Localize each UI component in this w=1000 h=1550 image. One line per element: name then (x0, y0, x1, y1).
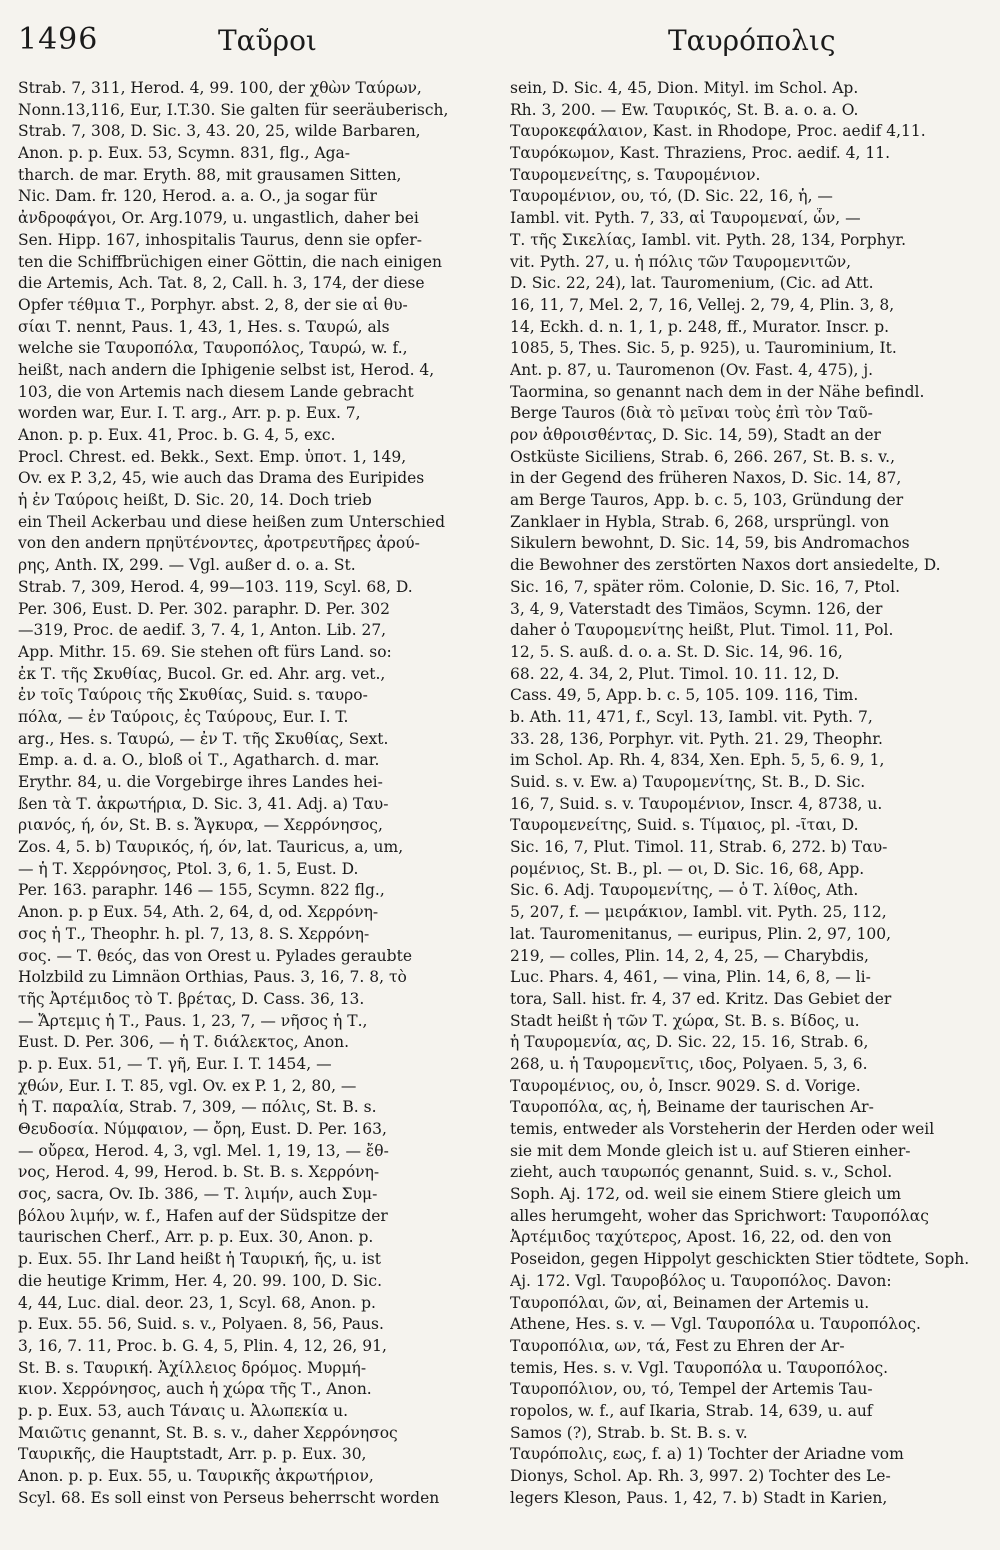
text-line: 33. 28, 136, Porphyr. vit. Pyth. 21. 29, Theophr. (510, 729, 883, 748)
text-line: Ταυροπόλιον, ου, τό, Tempel der Artemis Tau- (510, 1380, 873, 1399)
text-line: Ταυροπόλα, ας, ἡ, Beiname der taurischen Ar- (510, 1098, 874, 1117)
text-line: Zanklaer in Hybla, Strab. 6, 268, ursprüngl. von (510, 512, 890, 531)
text-line: welche sie Ταυροπόλα, Ταυροπόλος, Ταυρώ, w. f., (18, 339, 408, 358)
text-line: Anon. p. p Eux. 54, Ath. 2, 64, d, od. Χερρόνη- (18, 903, 379, 922)
text-line: τῆς Ἀρτέμιδος τὸ Τ. βρέτας, D. Cass. 36, 13. (18, 989, 365, 1008)
text-line: σος. — Τ. θεός, das von Orest u. Pylades geraubte (18, 946, 412, 965)
text-line: Aj. 172. Vgl. Ταυροβόλος u. Ταυροπόλος. Davon: (510, 1271, 892, 1290)
text-line: Ταυρομενείτης, Suid. s. Τίμαιος, pl. -ῖται, D. (510, 816, 859, 835)
text-line: ropolos, w. f., auf Ikaria, Strab. 14, 639, u. auf (510, 1401, 873, 1420)
text-line: ἡ ἐν Ταύροις heißt, D. Sic. 20, 14. Doch trieb (18, 491, 372, 510)
text-line: Holzbild zu Limnäon Orthias, Paus. 3, 16, 7. 8, τὸ (18, 968, 407, 987)
text-line: Ταυροκεφάλαιον, Kast. in Rhodope, Proc. aedif 4,11. (510, 122, 926, 141)
text-line: daher ὁ Ταυρομενίτης heißt, Plut. Timol. 11, Pol. (510, 621, 894, 640)
text-line: Rh. 3, 200. — Ew. Ταυρικός, St. B. a. o. a. O. (510, 100, 859, 119)
text-line: Opfer τέθμια Τ., Porphyr. abst. 2, 8, der sie αἱ θυ- (18, 295, 408, 314)
text-line: Ov. ex P. 3,2, 45, wie auch das Drama des Euripides (18, 469, 425, 488)
text-line: Sic. 6. Adj. Ταυρομενίτης, — ὁ Τ. λίθος, Ath. (510, 881, 859, 900)
text-line: Zos. 4, 5. b) Ταυρικός, ή, όν, lat. Tauricus, a, um, (18, 838, 404, 857)
text-line: βόλου λιμήν, w. f., Hafen auf der Südspitze der (18, 1206, 388, 1225)
text-line: Taormina, so genannt nach dem in der Nähe befindl. (510, 382, 925, 401)
text-line: Anon. p. p. Eux. 55, u. Ταυρικῆς ἀκρωτήριον, (18, 1467, 374, 1485)
text-line: Sen. Hipp. 167, inhospitalis Taurus, denn sie opfer- (18, 230, 422, 249)
text-line: Luc. Phars. 4, 461, — vina, Plin. 14, 6, 8, — li- (510, 968, 871, 987)
text-line: ßen τὰ Τ. ἀκρωτήρια, D. Sic. 3, 41. Adj. a) Ταυ- (18, 794, 389, 813)
text-line: 68. 22, 4. 34, 2, Plut. Timol. 10. 11. 12, D. (510, 664, 840, 683)
text-line: Ταυρόκωμον, Kast. Thraziens, Proc. aedif. 4, 11. (510, 144, 890, 163)
text-line: Sic. 16, 7, später röm. Colonie, D. Sic. 16, 7, Ptol. (510, 577, 901, 596)
text-line: ἡ Τ. παραλία, Strab. 7, 309, — πόλις, St. B. s. (18, 1098, 377, 1117)
text-line: Emp. a. d. a. O., bloß οἱ Τ., Agatharch. d. mar. (18, 751, 380, 770)
text-line: Strab. 7, 309, Herod. 4, 99—103. 119, Scyl. 68, D. (18, 577, 413, 596)
text-line: Anon. p. p. Eux. 53, Scymn. 831, flg., Aga- (18, 144, 351, 163)
text-line: ἐκ Τ. τῆς Σκυθίας, Bucol. Gr. ed. Ahr. arg. vet., (18, 664, 386, 683)
text-line: im Schol. Ap. Rh. 4, 834, Xen. Eph. 5, 5, 6. 9, 1, (510, 751, 885, 770)
text-line: Ταυρικῆς, die Hauptstadt, Arr. p. p. Eux. 30, (18, 1445, 367, 1464)
text-line: p. Eux. 55. Ihr Land heißt ἡ Ταυρική, ῆς, u. ist (18, 1250, 381, 1269)
text-line: zieht, auch ταυρωπός genannt, Suid. s. v., Schol. (510, 1163, 893, 1182)
text-line: Ταυρομένιος, ου, ὁ, Inscr. 9029. S. d. Vorige. (510, 1076, 861, 1095)
text-line: temis, entweder als Vorsteherin der Herden oder weil (510, 1120, 935, 1138)
text-line: in der Gegend des früheren Naxos, D. Sic. 14, 87, (510, 469, 902, 488)
text-line: Per. 163. paraphr. 146 — 155, Scymn. 822 flg., (18, 881, 385, 900)
text-line: lat. Tauromenitanus, — euripus, Plin. 2, 97, 100, (510, 924, 892, 943)
right-running-head: Ταυρόπολις (668, 24, 836, 57)
text-line: sein, D. Sic. 4, 45, Dion. Mityl. im Schol. Ap. (510, 79, 859, 97)
text-line: 103, die von Artemis nach diesem Lande gebracht (18, 382, 414, 401)
text-line: 268, u. ἡ Ταυρομενῖτις, ιδος, Polyaen. 5, 3, 6. (510, 1054, 868, 1073)
text-line: ρον ἀθροισθέντας, D. Sic. 14, 59), Stadt an der (510, 426, 881, 444)
text-line: 1085, 5, Thes. Sic. 5, p. 925), u. Taurominium, It. (510, 339, 897, 358)
text-line: Ταυρόπολις, εως, f. a) 1) Tochter der Ariadne vom (510, 1445, 904, 1464)
text-line: Berge Tauros (διὰ τὸ μεῖναι τοὺς ἐπὶ τὸν Ταῦ- (510, 404, 873, 423)
text-line: heißt, nach andern die Iphigenie selbst ist, Herod. 4, (18, 360, 435, 379)
text-line: Dionys, Schol. Ap. Rh. 3, 997. 2) Tochter des Le- (510, 1467, 891, 1485)
text-line: Iambl. vit. Pyth. 7, 33, αἱ Ταυρομεναί, ὧν, — (510, 209, 861, 228)
text-line: App. Mithr. 15. 69. Sie stehen oft fürs Land. so: (18, 642, 392, 661)
text-line: ἡ Ταυρομενία, ας, D. Sic. 22, 15. 16, Strab. 6, (510, 1033, 869, 1052)
text-line: 16, 7, Suid. s. v. Ταυρομένιον, Inscr. 4, 8738, u. (510, 794, 883, 813)
text-line: Samos (?), Strab. b. St. B. s. v. (510, 1423, 748, 1442)
text-line: 219, — colles, Plin. 14, 2, 4, 25, — Charybdis, (510, 946, 869, 965)
text-line: — οὔρεα, Herod. 4, 3, vgl. Mel. 1, 19, 13, — ἔθ- (18, 1141, 389, 1160)
text-line: ein Theil Ackerbau und diese heißen zum Unterschied (18, 512, 446, 531)
left-column (18, 78, 486, 1540)
right-column (510, 78, 978, 1540)
text-line: Nonn.13,116, Eur, I.T.30. Sie galten für seeräuberisch, (18, 100, 449, 119)
text-line: tora, Sall. hist. fr. 4, 37 ed. Kritz. Das Gebiet der (510, 989, 892, 1008)
text-line: Per. 306, Eust. D. Per. 302. paraphr. D. Per. 302 (18, 599, 390, 618)
text-line: D. Sic. 22, 24), lat. Tauromenium, (Cic. ad Att. (510, 274, 874, 293)
text-line: Ταυροπόλαι, ῶν, αἱ, Beinamen der Artemis u. (510, 1293, 870, 1312)
text-line: p. Eux. 55. 56, Suid. s. v., Polyaen. 8, 56, Paus. (18, 1315, 384, 1334)
text-line: Cass. 49, 5, App. b. c. 5, 105. 109. 116, Tim. (510, 686, 859, 705)
text-line: Ostküste Siciliens, Strab. 6, 266. 267, St. B. s. v., (510, 447, 896, 466)
text-line: —319, Proc. de aedif. 3, 7. 4, 1, Anton. Lib. 27, (18, 621, 387, 640)
text-line: ἀνδροφάγοι, Or. Arg.1079, u. ungastlich, daher bei (18, 209, 419, 228)
text-line: Soph. Aj. 172, od. weil sie einem Stiere gleich um (510, 1185, 902, 1204)
text-line: sie mit dem Monde gleich ist u. auf Stieren einher- (510, 1141, 911, 1160)
text-line: Sic. 16, 7, Plut. Timol. 11, Strab. 6, 272. b) Ταυ- (510, 838, 888, 857)
text-line: Eust. D. Per. 306, — ἡ Τ. διάλεκτος, Anon. (18, 1033, 350, 1052)
text-line: 14, Eckh. d. n. 1, 1, p. 248, ff., Murator. Inscr. p. (510, 317, 890, 336)
text-line: Sikulern bewohnt, D. Sic. 14, 59, bis Andromachos (510, 534, 910, 553)
text-line: vit. Pyth. 27, u. ἡ πόλις τῶν Ταυρομενιτῶν, (510, 252, 852, 271)
text-line: Procl. Chrest. ed. Bekk., Sext. Emp. ὑποτ. 1, 149, (18, 447, 407, 466)
text-line: 12, 5. S. auß. d. o. a. St. D. Sic. 14, 96. 16, (510, 642, 843, 661)
text-line: die Bewohner des zerstörten Naxos dort ansiedelte, D. (510, 556, 941, 575)
text-line: Τ. τῆς Σικελίας, Iambl. vit. Pyth. 28, 134, Porphyr. (510, 230, 907, 249)
left-running-head: Ταῦροι (218, 24, 317, 57)
text-line: ten die Schiffbrüchigen einer Göttin, die nach einigen (18, 252, 443, 271)
page-header (0, 0, 1000, 70)
text-line: taurischen Cherf., Arr. p. p. Eux. 30, Anon. p. (18, 1228, 374, 1247)
page-number: 1496 (18, 22, 99, 57)
text-line: b. Ath. 11, 471, f., Scyl. 13, Iambl. vit. Pyth. 7, (510, 707, 873, 726)
text-line: Suid. s. v. Ew. a) Ταυρομενίτης, St. B., D. Sic. (510, 773, 866, 791)
text-line: 16, 11, 7, Mel. 2, 7, 16, Vellej. 2, 79, 4, Plin. 3, 8, (510, 295, 895, 314)
text-line: Ταυρομενείτης, s. Ταυρομένιον. (510, 165, 761, 184)
text-line: temis, Hes. s. v. Vgl. Ταυροπόλα u. Ταυροπόλος. (510, 1358, 889, 1377)
text-line: Ant. p. 87, u. Tauromenon (Ov. Fast. 4, 475), j. (510, 360, 874, 379)
text-line: χθών, Eur. I. T. 85, vgl. Ov. ex P. 1, 2, 80, — (18, 1076, 357, 1095)
text-line: 5, 207, f. — μειράκιον, Iambl. vit. Pyth. 25, 112, (510, 903, 887, 922)
text-line: Scyl. 68. Es soll einst von Perseus beherrscht worden (18, 1488, 440, 1507)
text-line: alles herumgeht, woher das Sprichwort: Ταυροπόλας (510, 1206, 929, 1225)
text-line: arg., Hes. s. Ταυρώ, — ἐν Τ. τῆς Σκυθίας, Sext. (18, 729, 389, 748)
text-line: σος, sacra, Ov. Ib. 386, — Τ. λιμήν, auch Συμ- (18, 1185, 378, 1204)
text-line: ριανός, ή, όν, St. B. s. Ἄγκυρα, — Χερρόνησος, (18, 816, 383, 835)
text-line: Anon. p. p. Eux. 41, Proc. b. G. 4, 5, exc. (18, 426, 336, 444)
text-line: Erythr. 84, u. die Vorgebirge ihres Landes hei- (18, 773, 383, 791)
text-line: 3, 4, 9, Vaterstadt des Timäos, Scymn. 126, der (510, 599, 883, 618)
text-line: Poseidon, gegen Hippolyt geschickten Stier tödtete, Soph. (510, 1250, 970, 1269)
text-line: πόλα, — ἐν Ταύροις, ἐς Ταύρους, Eur. I. T. (18, 707, 349, 726)
text-line: Athene, Hes. s. v. — Vgl. Ταυροπόλα u. Ταυροπόλος. (510, 1315, 921, 1334)
text-line: Ἀρτέμιδος ταχύτερος, Apost. 16, 22, od. den von (510, 1228, 892, 1247)
text-line: worden war, Eur. I. T. arg., Arr. p. p. Eux. 7, (18, 404, 361, 423)
text-line: Μαιῶτις genannt, St. B. s. v., daher Χερρόνησος (18, 1423, 398, 1442)
text-line: ρης, Anth. IX, 299. — Vgl. außer d. o. a. St. (18, 556, 356, 575)
text-line: am Berge Tauros, App. b. c. 5, 103, Gründung der (510, 491, 904, 510)
text-line: ἐν τοῖς Ταύροις τῆς Σκυθίας, Suid. s. ταυρο- (18, 686, 368, 705)
text-line: Ταυρομένιον, ου, τό, (D. Sic. 22, 16, ἡ, — (510, 187, 833, 206)
text-line: — Ἄρτεμις ἡ Τ., Paus. 1, 23, 7, — νῆσος ἡ Τ., (18, 1011, 368, 1030)
text-line: νος, Herod. 4, 99, Herod. b. St. B. s. Χερρόνη- (18, 1163, 380, 1182)
text-line: ρομένιος, St. B., pl. — οι, D. Sic. 16, 68, App. (510, 859, 865, 878)
text-line: von den andern πρηϋτένοντες, ἀροτρευτῆρες ἀρού- (18, 534, 420, 553)
text-line: Nic. Dam. fr. 120, Herod. a. a. O., ja sogar für (18, 187, 377, 206)
text-line: die Artemis, Ach. Tat. 8, 2, Call. h. 3, 174, der diese (18, 274, 425, 293)
text-line: tharch. de mar. Eryth. 88, mit grausamen Sitten, (18, 165, 402, 184)
text-line: κιον. Χερρόνησος, auch ἡ χώρα τῆς Τ., Anon. (18, 1380, 372, 1399)
text-line: Strab. 7, 311, Herod. 4, 99. 100, der χθὼν Ταύρων, (18, 79, 422, 97)
text-line: — ἡ Τ. Χερρόνησος, Ptol. 3, 6, 1. 5, Eust. D. (18, 859, 359, 878)
text-line: 4, 44, Luc. dial. deor. 23, 1, Scyl. 68, Anon. p. (18, 1293, 376, 1312)
text-line: p. p. Eux. 51, — Τ. γῆ, Eur. I. T. 1454, — (18, 1054, 332, 1073)
text-line: Θευδοσία. Νύμφαιον, — ὄρη, Eust. D. Per. 163, (18, 1120, 387, 1138)
text-line: St. B. s. Ταυρική. Ἀχίλλειος δρόμος. Μυρμή- (18, 1358, 367, 1377)
text-line: die heutige Krimm, Her. 4, 20. 99. 100, D. Sic. (18, 1271, 382, 1290)
text-line: Strab. 7, 308, D. Sic. 3, 43. 20, 25, wilde Barbaren, (18, 122, 421, 141)
text-line: σος ἡ Τ., Theophr. h. pl. 7, 13, 8. S. Χερρόνη- (18, 924, 370, 943)
text-line: legers Kleson, Paus. 1, 42, 7. b) Stadt in Karien, (510, 1488, 888, 1507)
text-line: p. p. Eux. 53, auch Τάναις u. Ἀλωπεκία u. (18, 1401, 348, 1420)
text-line: Ταυροπόλια, ων, τά, Fest zu Ehren der Ar- (510, 1336, 845, 1355)
text-line: σίαι Τ. nennt, Paus. 1, 43, 1, Hes. s. Ταυρώ, als (18, 317, 390, 336)
text-line: Stadt heißt ἡ τῶν Τ. χώρα, St. B. s. Βίδος, u. (510, 1011, 860, 1030)
text-line: 3, 16, 7. 11, Proc. b. G. 4, 5, Plin. 4, 12, 26, 91, (18, 1336, 387, 1355)
